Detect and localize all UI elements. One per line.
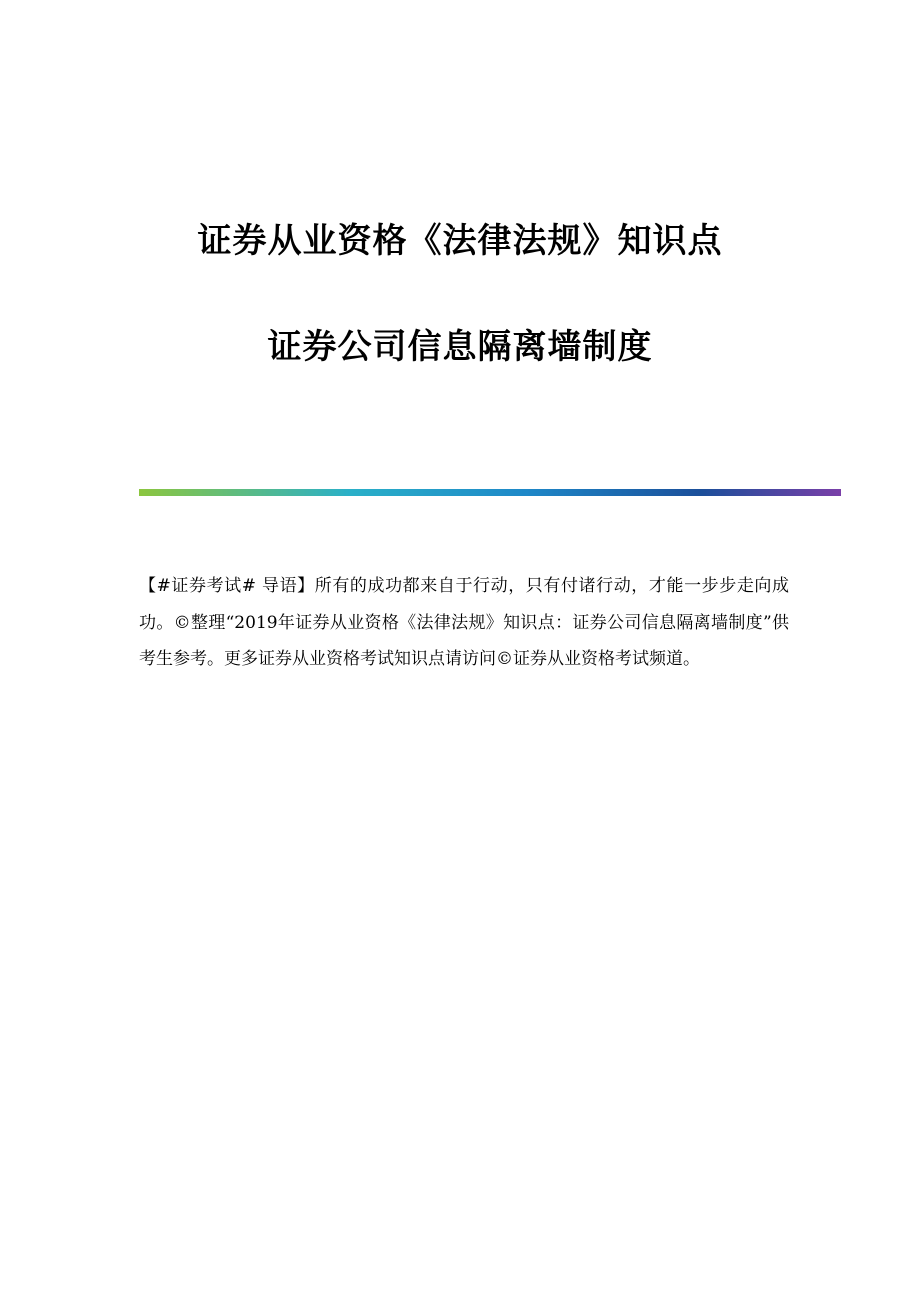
- document-title: 证券从业资格《法律法规》知识点: [197, 221, 723, 261]
- gradient-divider: [139, 489, 841, 496]
- document-subtitle: 证券公司信息隔离墙制度: [267, 327, 653, 367]
- intro-paragraph: 【#证券考试# 导语】所有的成功都来自于行动，只有付诸行动，才能一步步走向成功。©整理“2019年证券从业资格《法律法规》知识点：证券公司信息隔离墙制度”供考生参考。更多证券从业资格考试知识点请访问©证券从业资格考试频道。: [139, 576, 789, 669]
